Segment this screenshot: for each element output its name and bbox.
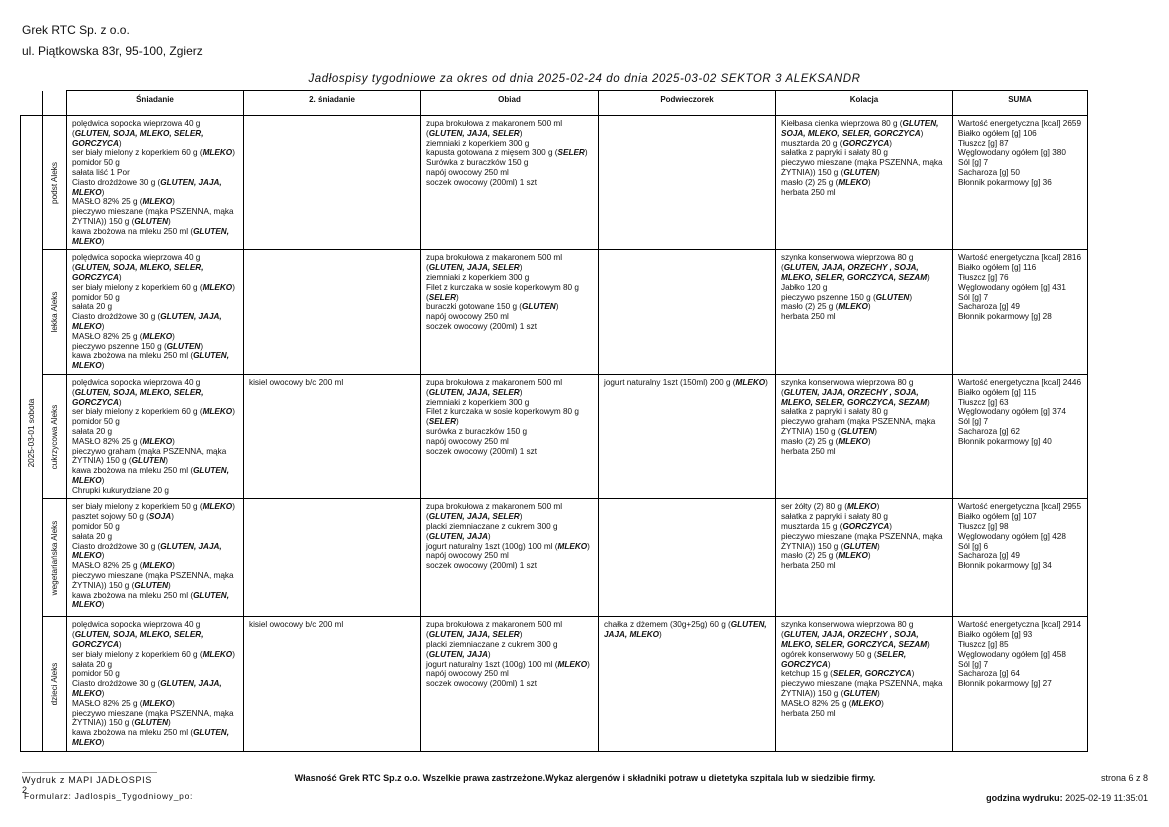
cell-suma: [953, 499, 1088, 617]
cell-kolacja: [776, 617, 953, 751]
menu-item: ziemniaki z koperkiem 300 g: [426, 397, 530, 407]
menu-table: [20, 90, 1088, 752]
menu-item: kawa zbożowa na mleku 250 ml (GLUTEN, MLEKO): [72, 590, 229, 610]
menu-item: pomidor 50 g: [72, 292, 120, 302]
cell-suma: [953, 116, 1088, 250]
diet-name-cell: [43, 116, 67, 250]
cell-sniadanie: [67, 116, 244, 250]
col-header-obiad: Obiad: [421, 91, 599, 116]
menu-item: pieczywo mieszane (mąka PSZENNA, mąka ŻYTNIA)) 150 g (GLUTEN): [781, 679, 943, 699]
company-name: Grek RTC Sp. z o.o.: [22, 23, 130, 37]
menu-item: pieczywo mieszane (mąka PSZENNA, mąka ŻYTNIA)) 150 g (GLUTEN): [72, 708, 234, 728]
menu-item: Filet z kurczaka w sosie koperkowym 80 g (SELER): [426, 407, 579, 427]
nutrition-value: Sól [g] 7: [958, 292, 989, 302]
menu-item: kisiel owocowy b/c 200 ml: [249, 377, 344, 387]
menu-item: Ciasto drożdżowe 30 g (GLUTEN, JAJA, MLEKO): [72, 679, 222, 699]
menu-item: ziemniaki z koperkiem 300 g: [426, 272, 530, 282]
footer-ownership: Własność Grek RTC Sp.z o.o. Wszelkie prawa zastrzeżone.Wykaz alergenów i składniki potraw u dietetyka szpitala lub w siedzibie firmy.: [294, 773, 876, 783]
menu-item: ser biały mielony z koperkiem 60 g (MLEKO): [72, 282, 235, 292]
cell-drugie-sniadanie: [244, 374, 421, 499]
menu-item: sałata liść 1 Por: [72, 167, 130, 177]
menu-item: kawa zbożowa na mleku 250 ml (GLUTEN, MLEKO): [72, 226, 229, 246]
diet-name-cell: [43, 499, 67, 617]
nutrition-value: Wartość energetyczna [kcal] 2914: [958, 620, 1082, 630]
menu-item: napój owocowy 250 ml: [426, 436, 509, 446]
nutrition-value: Tłuszcz [g] 85: [958, 640, 1009, 650]
cell-podwieczorek: [599, 374, 776, 499]
menu-item: jogurt naturalny 1szt (100g) 100 ml (MLEKO): [426, 541, 590, 551]
menu-item: herbata 250 ml: [781, 561, 836, 571]
menu-item: masło (2) 25 g (MLEKO): [781, 551, 871, 561]
menu-item: herbata 250 ml: [781, 312, 836, 322]
cell-suma: [953, 374, 1088, 499]
nutrition-value: Białko ogółem [g] 107: [958, 512, 1037, 522]
menu-item: Filet z kurczaka w sosie koperkowym 80 g (SELER): [426, 282, 579, 302]
nutrition-value: Sól [g] 7: [958, 659, 989, 669]
menu-item: MASŁO 82% 25 g (MLEKO): [781, 698, 884, 708]
menu-item: ketchup 15 g (SELER, GORCZYCA): [781, 669, 915, 679]
cell-drugie-sniadanie: [244, 499, 421, 617]
menu-item: szynka konserwowa wieprzowa 80 g (GLUTEN, JAJA, ORZECHY , SOJA, MLEKO, SELER, GORCZYCA, SEZAM): [781, 377, 930, 407]
company-address: ul. Piątkowska 83r, 95-100, Zgierz: [22, 44, 203, 58]
menu-item: kawa zbożowa na mleku 250 ml (GLUTEN, MLEKO): [72, 728, 229, 748]
menu-item: herbata 250 ml: [781, 708, 836, 718]
cell-sniadanie: [67, 374, 244, 499]
menu-item: pieczywo mieszane (mąka PSZENNA, mąka ŻYTNIA)) 150 g (GLUTEN): [781, 531, 943, 551]
nutrition-value: Błonnik pokarmowy [g] 34: [958, 561, 1052, 571]
menu-item: musztarda 20 g (GORCZYCA): [781, 138, 893, 148]
menu-item: Kiełbasa cienka wieprzowa 80 g (GLUTEN, SOJA, MLEKO, SELER, GORCZYCA): [781, 119, 939, 138]
menu-item: sałata 20 g: [72, 531, 113, 541]
menu-item: ogórek konserwowy 50 g (SELER, GORCZYCA): [781, 649, 907, 669]
menu-item: szynka konserwowa wieprzowa 80 g (GLUTEN, JAJA, ORZECHY , SOJA, MLEKO, SELER, GORCZYCA, SEZAM): [781, 253, 930, 282]
menu-item: sałata 20 g: [72, 659, 113, 669]
menu-item: polędwica sopocka wieprzowa 40 g (GLUTEN, SOJA, MLEKO, SELER, GORCZYCA): [72, 620, 204, 650]
cell-kolacja: [776, 250, 953, 375]
menu-item: zupa brokułowa z makaronem 500 ml (GLUTEN, JAJA, SELER): [426, 502, 563, 522]
menu-item: pasztet sojowy 50 g (SOJA): [72, 512, 174, 522]
menu-item: pieczywo graham (mąka PSZENNA, mąka ŻYTNIA) 150 g (GLUTEN): [781, 417, 936, 436]
col-header-sniadanie: Śniadanie: [67, 91, 244, 116]
menu-item: napój owocowy 250 ml: [426, 312, 509, 322]
menu-item: ziemniaki z koperkiem 300 g: [426, 138, 530, 148]
menu-item: Surówka z buraczków 150 g: [426, 158, 529, 168]
nutrition-value: Tłuszcz [g] 98: [958, 522, 1009, 532]
nutrition-value: Tłuszcz [g] 76: [958, 272, 1009, 282]
menu-item: masło (2) 25 g (MLEKO): [781, 302, 871, 312]
nutrition-value: Sacharoza [g] 49: [958, 551, 1020, 561]
menu-item: jogurt naturalny 1szt (150ml) 200 g (MLEKO): [604, 377, 768, 387]
menu-item: polędwica sopocka wieprzowa 40 g (GLUTEN, SOJA, MLEKO, SELER, GORCZYCA): [72, 119, 204, 148]
menu-item: soczek owocowy (200ml) 1 szt: [426, 561, 538, 571]
nutrition-value: Sacharoza [g] 64: [958, 669, 1020, 679]
header-blank: [21, 91, 43, 116]
nutrition-value: Błonnik pokarmowy [g] 40: [958, 436, 1052, 446]
nutrition-value: Białko ogółem [g] 93: [958, 630, 1033, 640]
menu-item: MASŁO 82% 25 g (MLEKO): [72, 436, 175, 446]
page-title: Jadłospisy tygodniowe za okres od dnia 2025-02-24 do dnia 2025-03-02 SEKTOR 3 ALEKSANDR: [308, 73, 861, 85]
cell-drugie-sniadanie: [244, 116, 421, 250]
cell-obiad: [421, 374, 599, 499]
nutrition-value: Tłuszcz [g] 87: [958, 138, 1009, 148]
menu-item: buraczki gotowane 150 g (GLUTEN): [426, 302, 559, 312]
menu-item: pieczywo mieszane (mąka PSZENNA, mąka ŻYTNIA)) 150 g (GLUTEN): [781, 158, 943, 177]
menu-item: kawa zbożowa na mleku 250 ml (GLUTEN, MLEKO): [72, 466, 229, 485]
footer-form: Formularz: Jadlospis_Tygodniowy_po:: [24, 791, 194, 801]
diet-row: [21, 499, 1088, 617]
menu-item: ser biały mielony z koperkiem 60 g (MLEKO): [72, 649, 235, 659]
menu-item: kawa zbożowa na mleku 250 ml (GLUTEN, MLEKO): [72, 351, 229, 371]
nutrition-value: Węglowodany ogółem [g] 380: [958, 148, 1066, 158]
nutrition-value: Wartość energetyczna [kcal] 2955: [958, 502, 1082, 512]
menu-item: placki ziemniaczane z cukrem 300 g (GLUTEN, JAJA): [426, 522, 558, 541]
cell-podwieczorek: [599, 116, 776, 250]
diet-row: [21, 374, 1088, 499]
nutrition-value: Sól [g] 6: [958, 541, 989, 551]
cell-kolacja: [776, 374, 953, 499]
nutrition-value: Wartość energetyczna [kcal] 2446: [958, 377, 1082, 387]
menu-item: napój owocowy 250 ml: [426, 167, 509, 177]
footer-printout: Wydruk z MAPI JADŁOSPIS 2: [22, 772, 157, 795]
cell-drugie-sniadanie: [244, 250, 421, 375]
col-header-suma: SUMA: [953, 91, 1088, 116]
cell-podwieczorek: [599, 499, 776, 617]
menu-item: soczek owocowy (200ml) 1 szt: [426, 177, 538, 187]
diet-name: wegetariańska Aleks: [49, 520, 59, 596]
menu-item: MASŁO 82% 25 g (MLEKO): [72, 197, 175, 207]
nutrition-value: Błonnik pokarmowy [g] 27: [958, 679, 1052, 689]
menu-item: polędwica sopocka wieprzowa 40 g (GLUTEN, SOJA, MLEKO, SELER, GORCZYCA): [72, 253, 204, 282]
menu-item: polędwica sopocka wieprzowa 40 g (GLUTEN, SOJA, MLEKO, SELER, GORCZYCA): [72, 377, 204, 407]
menu-item: MASŁO 82% 25 g (MLEKO): [72, 698, 175, 708]
nutrition-value: Błonnik pokarmowy [g] 36: [958, 177, 1052, 187]
menu-item: ser biały mielony z koperkiem 50 g (MLEKO): [72, 502, 235, 512]
print-time-value: 2025-02-19 11:35:01: [1065, 793, 1148, 803]
nutrition-value: Sacharoza [g] 62: [958, 426, 1020, 436]
menu-item: placki ziemniaczane z cukrem 300 g (GLUTEN, JAJA): [426, 640, 558, 659]
nutrition-value: Tłuszcz [g] 63: [958, 397, 1009, 407]
menu-item: zupa brokułowa z makaronem 500 ml (GLUTEN, JAJA, SELER): [426, 377, 563, 397]
menu-item: pomidor 50 g: [72, 669, 120, 679]
menu-item: sałata 20 g: [72, 302, 113, 312]
menu-item: masło (2) 25 g (MLEKO): [781, 177, 871, 187]
date-cell: [21, 116, 43, 752]
menu-item: napój owocowy 250 ml: [426, 669, 509, 679]
nutrition-value: Węglowodany ogółem [g] 374: [958, 407, 1066, 417]
menu-item: MASŁO 82% 25 g (MLEKO): [72, 331, 175, 341]
menu-item: zupa brokułowa z makaronem 500 ml (GLUTEN, JAJA, SELER): [426, 119, 563, 138]
cell-obiad: [421, 250, 599, 375]
menu-item: sałatka z papryki i sałaty 80 g: [781, 512, 888, 522]
menu-item: pieczywo mieszane (mąka PSZENNA, mąka ŻYTNIA)) 150 g (GLUTEN): [72, 571, 234, 590]
menu-item: herbata 250 ml: [781, 187, 836, 197]
menu-item: Chrupki kukurydziane 20 g: [72, 485, 169, 495]
diet-row: [21, 116, 1088, 250]
menu-item: ser biały mielony z koperkiem 60 g (MLEKO): [72, 148, 235, 158]
nutrition-value: Węglowodany ogółem [g] 428: [958, 531, 1066, 541]
menu-item: chałka z dżemem (30g+25g) 60 g (GLUTEN, JAJA, MLEKO): [604, 620, 767, 640]
diet-name: dzieci Aleks: [49, 662, 59, 706]
menu-item: ser żółty (2) 80 g (MLEKO): [781, 502, 880, 512]
menu-item: soczek owocowy (200ml) 1 szt: [426, 679, 538, 689]
cell-sniadanie: [67, 617, 244, 751]
menu-item: pieczywo pszenne 150 g (GLUTEN): [781, 292, 913, 302]
col-header-2-sniadanie: 2. śniadanie: [244, 91, 421, 116]
diet-row: [21, 250, 1088, 375]
diet-name: lekka Aleks: [49, 291, 59, 333]
cell-kolacja: [776, 116, 953, 250]
cell-podwieczorek: [599, 617, 776, 751]
menu-item: sałatka z papryki i sałaty 80 g: [781, 148, 888, 158]
header-row: [21, 91, 1088, 116]
nutrition-value: Białko ogółem [g] 116: [958, 263, 1037, 273]
nutrition-value: Sól [g] 7: [958, 158, 989, 168]
menu-item: MASŁO 82% 25 g (MLEKO): [72, 561, 175, 571]
nutrition-value: Białko ogółem [g] 115: [958, 387, 1037, 397]
menu-item: jogurt naturalny 1szt (100g) 100 ml (MLEKO): [426, 659, 590, 669]
nutrition-value: Wartość energetyczna [kcal] 2659: [958, 119, 1082, 128]
menu-item: sałata 20 g: [72, 426, 113, 436]
nutrition-value: Wartość energetyczna [kcal] 2816: [958, 253, 1082, 263]
cell-podwieczorek: [599, 250, 776, 375]
menu-item: sałatka z papryki i sałaty 80 g: [781, 407, 888, 417]
diet-name: podst Aleks: [49, 161, 59, 204]
diet-name-cell: [43, 617, 67, 751]
menu-item: masło (2) 25 g (MLEKO): [781, 436, 871, 446]
cell-obiad: [421, 617, 599, 751]
diet-name: cukrzycowa Aleks: [49, 404, 59, 470]
menu-item: pomidor 50 g: [72, 522, 120, 532]
footer-page-number: strona 6 z 8: [1100, 773, 1148, 783]
menu-item: musztarda 15 g (GORCZYCA): [781, 522, 893, 532]
col-header-podwieczorek: Podwieczorek: [599, 91, 776, 116]
menu-item: Ciasto drożdżowe 30 g (GLUTEN, JAJA, MLEKO): [72, 541, 222, 561]
menu-item: napój owocowy 250 ml: [426, 551, 509, 561]
menu-item: pieczywo graham (mąka PSZENNA, mąka ŻYTNIA) 150 g (GLUTEN): [72, 446, 227, 466]
menu-item: ser biały mielony z koperkiem 60 g (MLEKO): [72, 407, 235, 417]
col-header-kolacja: Kolacja: [776, 91, 953, 116]
nutrition-value: Sacharoza [g] 50: [958, 167, 1020, 177]
footer-print-time: [986, 793, 1148, 803]
menu-item: pieczywo pszenne 150 g (GLUTEN): [72, 341, 204, 351]
menu-item: kisiel owocowy b/c 200 ml: [249, 620, 344, 630]
print-time-label: godzina wydruku:: [986, 793, 1063, 803]
menu-item: Ciasto drożdżowe 30 g (GLUTEN, JAJA, MLEKO): [72, 312, 222, 331]
menu-item: pomidor 50 g: [72, 158, 120, 168]
date-label: 2025-03-01 sobota: [26, 399, 36, 468]
header-blank: [43, 91, 67, 116]
cell-sniadanie: [67, 250, 244, 375]
cell-suma: [953, 617, 1088, 751]
diet-name-cell: [43, 374, 67, 499]
nutrition-value: Błonnik pokarmowy [g] 28: [958, 312, 1052, 322]
menu-item: pomidor 50 g: [72, 417, 120, 427]
nutrition-value: Białko ogółem [g] 106: [958, 128, 1037, 138]
menu-item: surówka z buraczków 150 g: [426, 426, 528, 436]
menu-item: kapusta gotowana z mięsem 300 g (SELER): [426, 148, 588, 158]
cell-obiad: [421, 499, 599, 617]
nutrition-value: Węglowodany ogółem [g] 431: [958, 282, 1066, 292]
cell-obiad: [421, 116, 599, 250]
menu-item: Ciasto drożdżowe 30 g (GLUTEN, JAJA, MLEKO): [72, 177, 222, 197]
cell-sniadanie: [67, 499, 244, 617]
menu-item: soczek owocowy (200ml) 1 szt: [426, 446, 538, 456]
cell-drugie-sniadanie: [244, 617, 421, 751]
menu-item: zupa brokułowa z makaronem 500 ml (GLUTEN, JAJA, SELER): [426, 253, 563, 273]
menu-item: zupa brokułowa z makaronem 500 ml (GLUTEN, JAJA, SELER): [426, 620, 563, 640]
menu-item: pieczywo mieszane (mąka PSZENNA, mąka ŻYTNIA)) 150 g (GLUTEN): [72, 207, 234, 226]
nutrition-value: Sól [g] 7: [958, 417, 989, 427]
nutrition-value: Węglowodany ogółem [g] 458: [958, 649, 1066, 659]
cell-suma: [953, 250, 1088, 375]
menu-item: herbata 250 ml: [781, 446, 836, 456]
menu-item: szynka konserwowa wieprzowa 80 g (GLUTEN, JAJA, ORZECHY , SOJA, MLEKO, SELER, GORCZYCA, SEZAM): [781, 620, 930, 650]
menu-item: Jabłko 120 g: [781, 282, 828, 292]
menu-item: soczek owocowy (200ml) 1 szt: [426, 321, 538, 331]
nutrition-value: Sacharoza [g] 49: [958, 302, 1020, 312]
diet-row: [21, 617, 1088, 751]
diet-name-cell: [43, 250, 67, 375]
cell-kolacja: [776, 499, 953, 617]
